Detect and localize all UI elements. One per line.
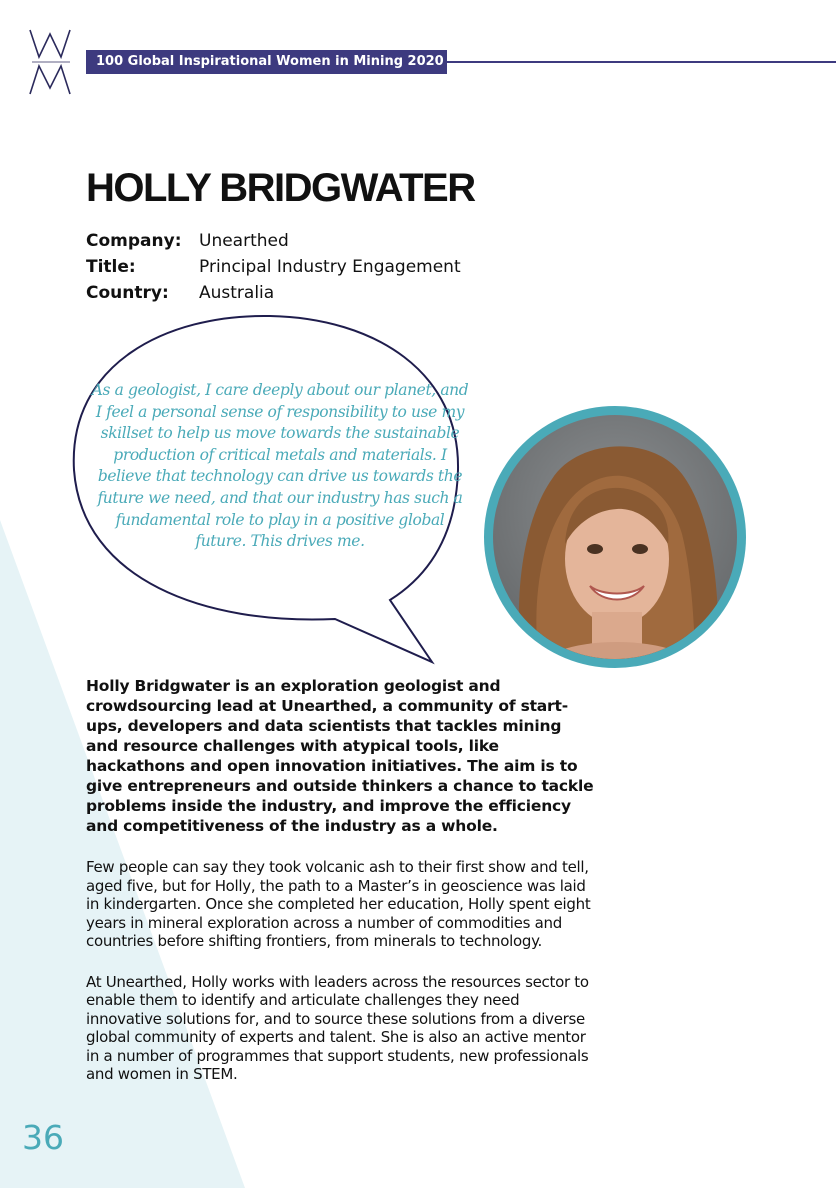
country-value: Australia — [199, 283, 275, 303]
lead-paragraph: Holly Bridgwater is an exploration geologist and crowdsourcing lead at Unearthed, a community of start-ups, developers and data scientists that tackles mining and resource challenges with atypical tools, like hackathons and open innovation initiatives. The aim is to give entrepreneurs and outside thinkers a chance to tackle problems inside the industry, and improve the efficiency and competitiveness of the industry as a whole. — [86, 677, 594, 835]
header-banner: 100 Global Inspirational Women in Mining 2020 — [86, 50, 447, 74]
title-label: Title: — [86, 257, 136, 277]
portrait-photo — [482, 404, 748, 670]
body-paragraph-2: At Unearthed, Holly works with leaders across the resources sector to enable them to identify and articulate challenges they need innovative solutions for, and to source these solutions from a diverse global community of experts and talent. She is also an active mentor in a number of programmes that support students, new professionals and women in STEM. — [86, 972, 589, 1083]
page-number: 36 — [22, 1118, 64, 1157]
article-body — [86, 676, 596, 1106]
company-label: Company: — [86, 231, 182, 251]
body-paragraph-1: Few people can say they took volcanic ash to their first show and tell, aged five, but for Holly, the path to a Master’s in geoscience was laid in kindergarten. Once she completed her education, Holly spent eight years in mineral exploration across a number of commodities and countries before shifting frontiers, from minerals to technology. — [86, 858, 591, 950]
title-value: Principal Industry Engagement — [199, 257, 461, 277]
profile-name: HOLLY BRIDGWATER — [86, 166, 475, 210]
country-label: Country: — [86, 283, 169, 303]
company-value: Unearthed — [199, 231, 289, 251]
pull-quote: As a geologist, I care deeply about our planet, and I feel a personal sense of responsibility to use my skillset to help us move towards the sustainable production of critical metals and materials. I believe that technology can drive us towards the future we need, and that our industry has such a fundamental role to play in a positive global future. This drives me. — [91, 381, 469, 551]
